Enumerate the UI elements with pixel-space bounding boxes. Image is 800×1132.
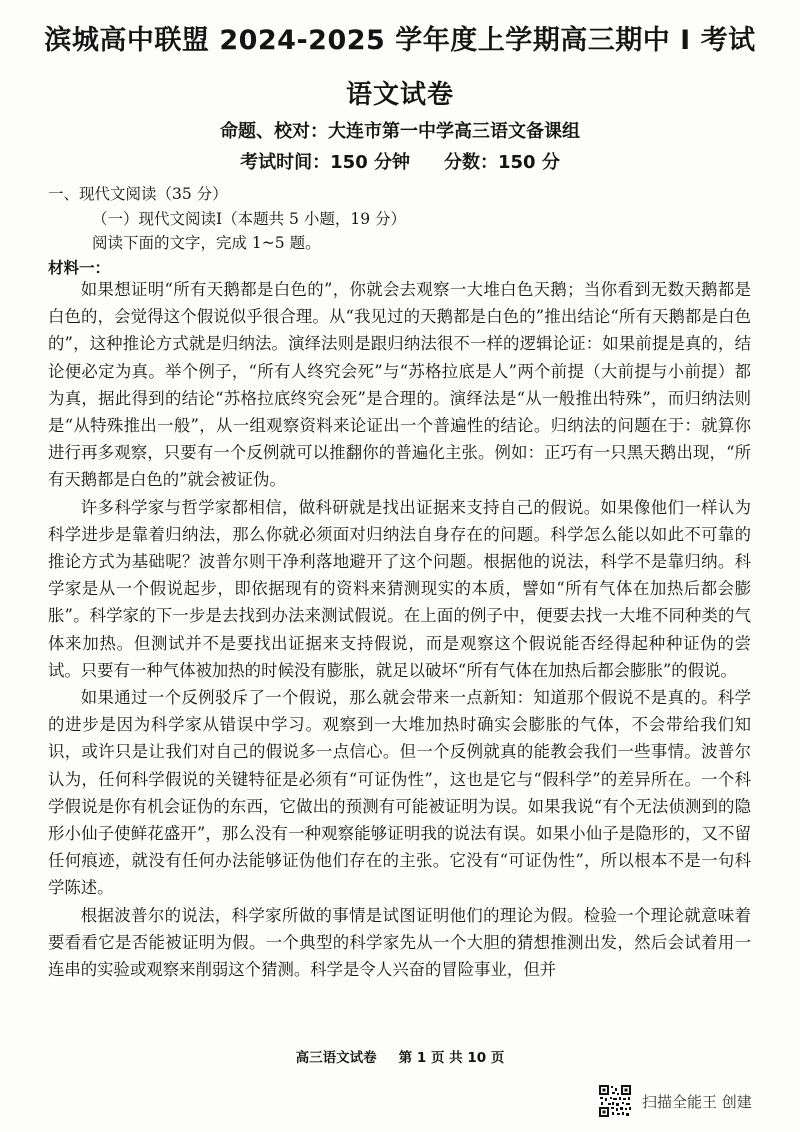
- passage-paragraph: 根据波普尔的说法，科学家所做的事情是试图证明他们的理论为假。检验一个理论就意味着要看看它是否能被证明为假。一个典型的科学家先从一个大胆的猜想推测出发，然后会试着用一连串的实验或观察来削弱这个猜测。科学是令人兴奋的冒险事业，但并: [48, 905, 751, 980]
- subsection-heading: （一）现代文阅读I（本题共 5 小题，19 分）: [92, 210, 406, 228]
- section-heading: 一、现代文阅读（35 分）: [48, 185, 228, 203]
- exam-meta-line: [0, 148, 800, 174]
- exam-time: 考试时间：150 分钟: [240, 152, 410, 173]
- footer-course: 高三语文试卷: [295, 1050, 377, 1066]
- footer-page-info: 第 1 页 共 10 页: [398, 1050, 505, 1066]
- exam-title: 滨城高中联盟 2024-2025 学年度上学期高三期中 I 考试: [44, 25, 756, 56]
- scanner-watermark: [598, 1084, 752, 1118]
- page-footer: [0, 1046, 800, 1066]
- passage-paragraph: 如果想证明“所有天鹅都是白色的”，你就会去观察一大堆白色天鹅；当你看到无数天鹅都是白色的，会觉得这个假说似乎很合理。从“我见过的天鹅都是白色的”推出结论“所有天鹅都是白色的”，这种推论方式就是归纳法。演绎法则是跟归纳法很不一样的逻辑论证：如果前提是真的，结论便必定为真。举个例子，“所有人终究会死”与“苏格拉底是人”两个前提（大前提与小前提）都为真，据此得到的结论“苏格拉底终究会死”是合理的。演绎法是“从一般推出特殊”，而归纳法则是“从特殊推出一般”，从一组观察资料来论证出一个普遍性的结论。归纳法的问题在于：就算你进行再多观察，只要有一个反例就可以推翻你的普遍化主张。例如：正巧有一只黑天鹅出现，“所有天鹅都是白色的”就会被证伪。: [48, 280, 751, 490]
- passage-paragraph: 许多科学家与哲学家都相信，做科研就是找出证据来支持自己的假说。如果像他们一样认为科学进步是靠着归纳法，那么你就必须面对归纳法自身存在的问题。科学怎么能以如此不可靠的推论方式为基础呢？波普尔则干净利落地避开了这个问题。根据他的说法，科学不是靠归纳。科学家是从一个假说起步，即依据现有的资料来猜测现实的本质，譬如“所有气体在加热后都会膨胀”。科学家的下一步是去找到办法来测试假说。在上面的例子中，便要去找一大堆不同种类的气体来加热。但测试并不是要找出证据来支持假说，而是观察这个假说能否经得起种种证伪的尝试。只要有一种气体被加热的时候没有膨胀，就足以破坏“所有气体在加热后都会膨胀”的假说。: [48, 497, 751, 680]
- passage-paragraph: 如果通过一个反例驳斥了一个假说，那么就会带来一点新知：知道那个假说不是真的。科学的进步是因为科学家从错误中学习。观察到一大堆加热时确实会膨胀的气体，不会带给我们知识，或许只是让我们对自己的假说多一点信心。但一个反例就真的能教会我们一些事情。波普尔认为，任何科学假说的关键特征是必须有“可证伪性”，这也是它与“假科学”的差异所在。一个科学假说是你有机会证伪的东西，它做出的预测有可能被证明为误。如果我说“有个无法侦测到的隐形小仙子使鲜花盛开”，那么没有一种观察能够证明我的说法有误。如果小仙子是隐形的，又不留任何痕迹，就没有任何办法能够证伪他们存在的主张。它没有“可证伪性”，所以根本不是一句科学陈述。: [48, 688, 751, 898]
- reading-passage: [48, 276, 751, 983]
- material-label: 材料一：: [48, 259, 111, 277]
- reading-instruction: 阅读下面的文字，完成 1~5 题。: [92, 234, 321, 252]
- compiler-line: 命题、校对：大连市第一中学高三语文备课组: [220, 121, 580, 142]
- scanner-label: 扫描全能王 创建: [642, 1092, 752, 1111]
- qr-code-icon: [598, 1084, 632, 1118]
- subject-title: 语文试卷: [345, 80, 454, 110]
- exam-score: 分数：150 分: [444, 152, 560, 173]
